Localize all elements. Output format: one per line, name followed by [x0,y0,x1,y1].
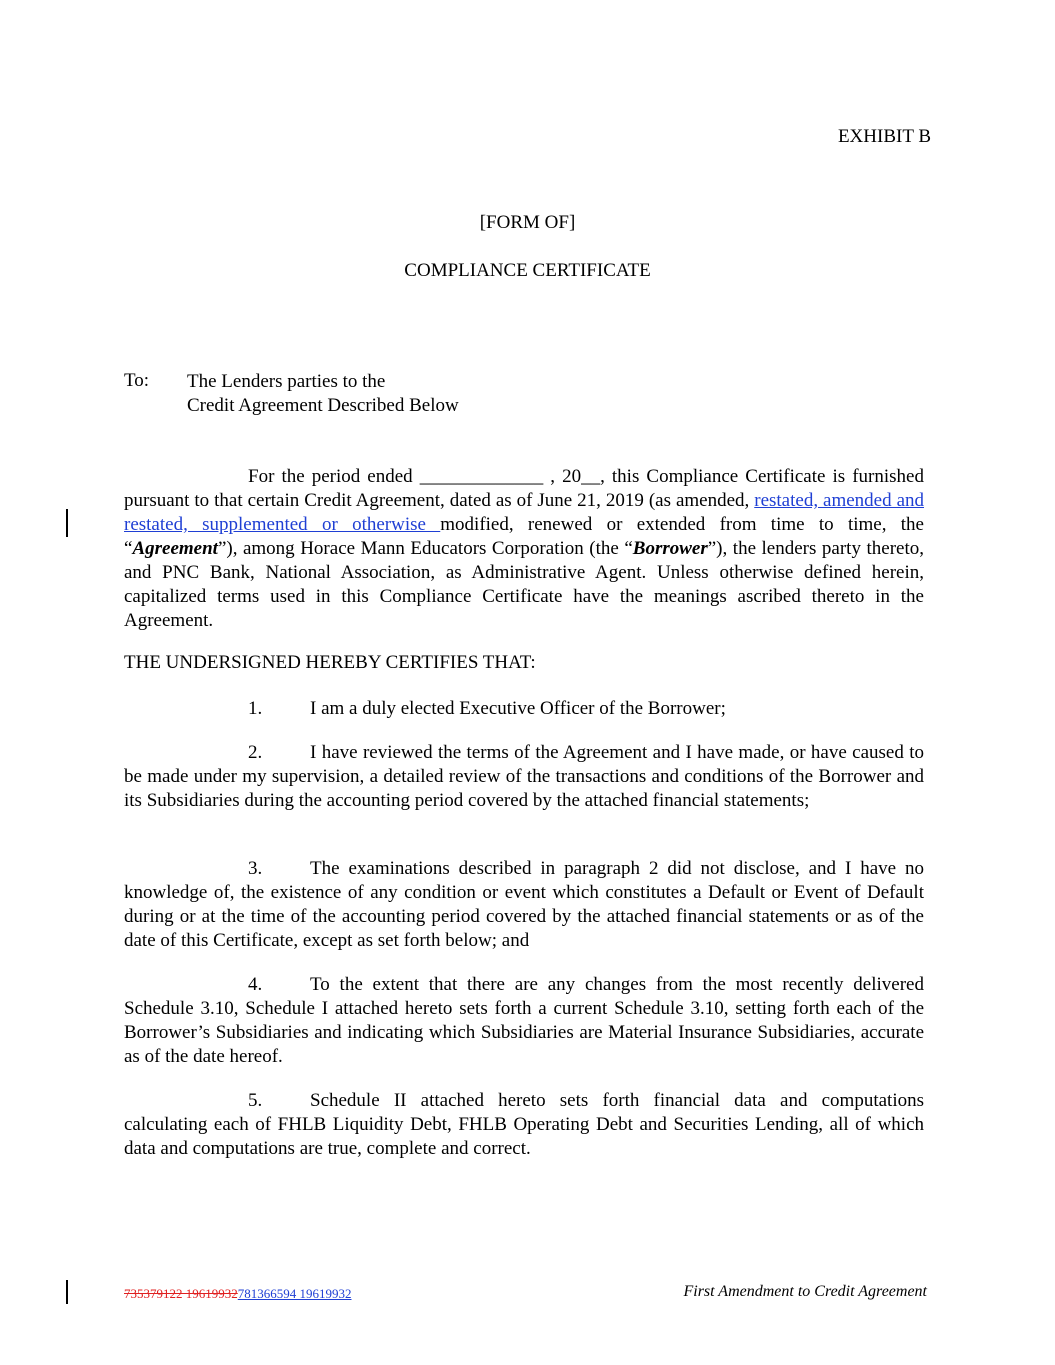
intro-text-3: ”), among Horace Mann Educators Corporation (the “ [217,538,633,559]
item-text: Schedule II attached hereto sets forth financial data and computations calculating each of FHLB Liquidity Debt, FHLB Operating Debt and Securities Lending, all of which data and computations are true, complete and correct. [124,1090,924,1159]
item-text: I have reviewed the terms of the Agreement and I have made, or have caused to be made under my supervision, a detailed review of the transactions and conditions of the Borrower and its Subsidiaries during the accounting period covered by the attached financial statements; [124,742,924,811]
intro-text-1: For the period ended _____________ , 20__, this Compliance Certificate is furnished pursuant to that certain Credit Agreement, dated as of June 21, 2019 (as amended, [124,466,924,511]
addressee-line-1: The Lenders parties to the [187,371,386,392]
item-number: 1. [248,698,263,719]
item-number: 4. [248,974,263,995]
inserted-text: restated, amended and restated, supplemented or otherwise [124,490,925,535]
addressee-label: To: [124,370,150,391]
certification-item [124,973,924,1069]
deleted-doc-id: 735379122 19619932 [124,1286,238,1301]
item-text: The examinations described in paragraph 2 did not disclose, and I have no knowledge of, the existence of any condition or event which constitutes a Default or Event of Default during or at the time of the accounting period covered by the attached financial statements or as of the date of this Certificate, except as set forth below; and [124,858,924,951]
item-text: I am a duly elected Executive Officer of the Borrower; [310,698,726,719]
defined-term-borrower: Borrower [632,538,708,559]
item-number: 5. [248,1090,263,1111]
inserted-doc-id: 781366594 19619932 [237,1286,352,1301]
document-title: COMPLIANCE CERTIFICATE [404,260,651,281]
change-bar [66,509,68,537]
form-of-label: [FORM OF] [479,212,576,233]
certification-item [124,697,924,721]
item-number: 3. [248,858,263,879]
certification-item [124,857,924,953]
addressee-line-2: Credit Agreement Described Below [187,395,459,416]
change-bar [66,1280,68,1304]
item-number: 2. [248,742,263,763]
addressee-block [187,370,459,418]
defined-term-agreement: Agreement [132,538,218,559]
intro-text-4: ”), the lenders party thereto, and PNC Bank, National Association, as Administrative Agent. Unless otherwise defined herein, capitalized terms used in this Compliance Certificate have the meanings ascribed thereto in the Agreement. [124,538,924,631]
footer-document-id [124,1286,352,1302]
footer-title: First Amendment to Credit Agreement [683,1283,927,1300]
certifies-heading: THE UNDERSIGNED HEREBY CERTIFIES THAT: [124,652,536,673]
intro-paragraph [124,465,924,633]
item-text: To the extent that there are any changes from the most recently delivered Schedule 3.10, Schedule I attached hereto sets forth a current Schedule 3.10, setting forth each of the Borrower’s Subsidiaries and indicating which Subsidiaries are Material Insurance Subsidiaries, accurate as of the date hereof. [124,974,924,1067]
certification-item [124,741,924,813]
exhibit-label: EXHIBIT B [837,126,931,147]
intro-text-2: modified, renewed or extended from time to time, the “ [124,514,924,559]
certification-item [124,1089,924,1161]
